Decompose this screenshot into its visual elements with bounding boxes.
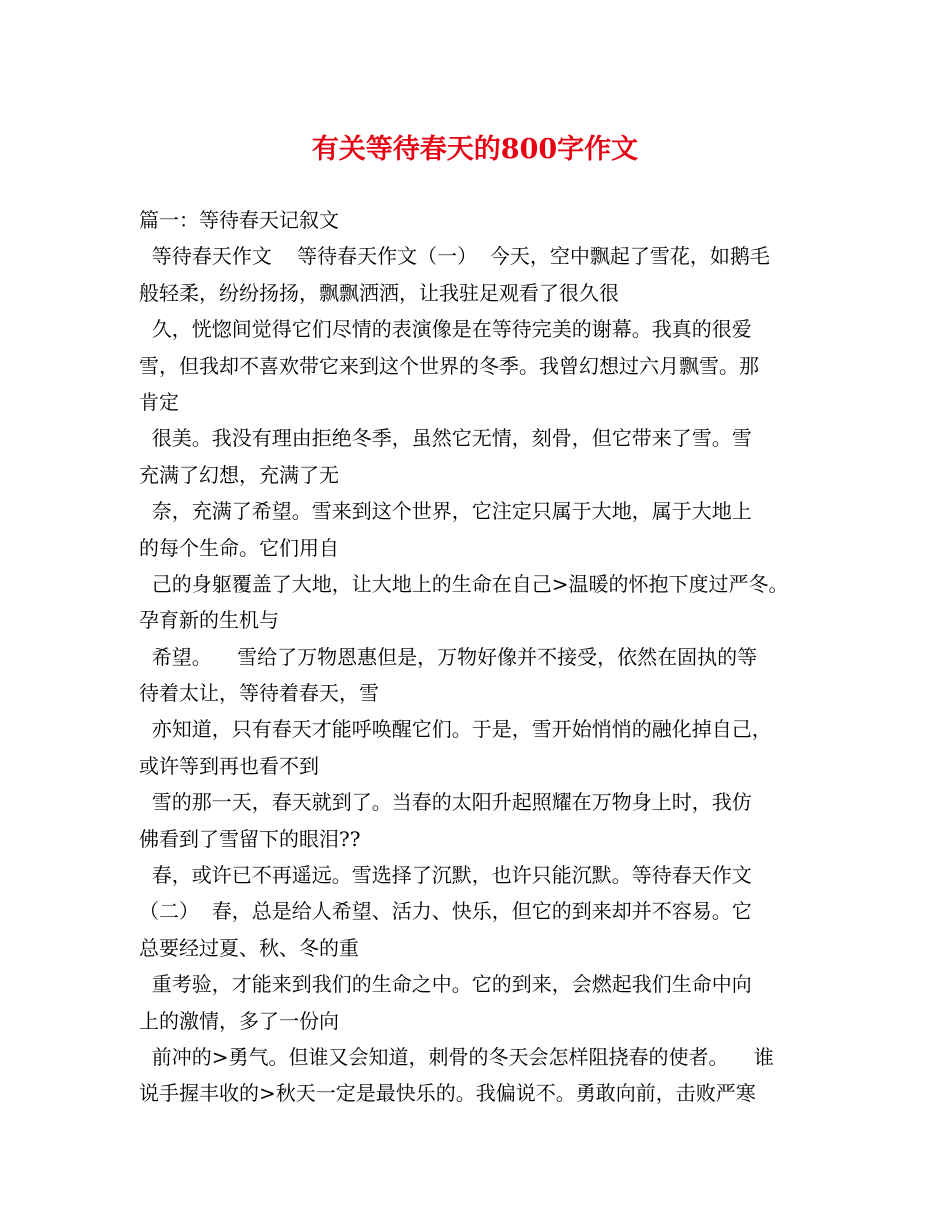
body-line: 孕育新的生机与 (139, 608, 279, 633)
body-line: 希望。 雪给了万物恩惠但是，万物好像并不接受，依然在固执的等 (139, 644, 758, 669)
body-line: （二） 春，总是给人希望、活力、快乐，但它的到来却并不容易。它 (139, 899, 752, 924)
body-line: 的每个生命。它们用自 (139, 535, 339, 560)
body-line: 佛看到了雪留下的眼泪?? (139, 826, 361, 851)
body-line: 雪，但我却不喜欢带它来到这个世界的冬季。我曾幻想过六月飘雪。那 (139, 353, 759, 378)
body-line: 篇一：等待春天记叙文 (139, 208, 339, 232)
body-line: 总要经过夏、秋、冬的重 (139, 935, 359, 960)
body-line: 重考验，才能来到我们的生命之中。它的到来，会燃起我们生命中向 (139, 972, 752, 997)
body-line: 雪的那一天，春天就到了。当春的太阳升起照耀在万物身上时，我仿 (139, 790, 752, 815)
body-line: 充满了幻想，充满了无 (139, 462, 339, 487)
body-line: 等待春天作文 等待春天作文（一） 今天，空中飘起了雪花，如鹅毛 (139, 244, 770, 269)
body-line: 肯定 (139, 389, 179, 414)
body-line: 待着太让，等待着春天，雪 (139, 681, 379, 706)
body-line: 说手握丰收的>秋天一定是最快乐的。我偏说不。勇敢向前，击败严寒 (139, 1081, 756, 1106)
body-line: 春，或许已不再遥远。雪选择了沉默，也许只能沉默。等待春天作文 (139, 863, 752, 888)
document-body (139, 202, 829, 1112)
body-line: 奈，充满了希望。雪来到这个世界，它注定只属于大地，属于大地上 (139, 499, 752, 524)
body-line: 般轻柔，纷纷扬扬，飘飘洒洒，让我驻足观看了很久很 (139, 280, 619, 305)
body-line: 己的身躯覆盖了大地，让大地上的生命在自己>温暖的怀抱下度过严冬。 (139, 571, 789, 596)
document-title: 有关等待春天的800字作文 (311, 134, 639, 165)
body-line: 久，恍惚间觉得它们尽情的表演像是在等待完美的谢幕。我真的很爱 (139, 317, 752, 342)
body-line: 上的激情，多了一份向 (139, 1008, 339, 1033)
body-line: 很美。我没有理由拒绝冬季，虽然它无情，刻骨，但它带来了雪。雪 (139, 426, 752, 451)
body-line: 前冲的>勇气。但谁又会知道，刺骨的冬天会怎样阻挠春的使者。 谁 (139, 1044, 774, 1069)
body-line: 亦知道，只有春天才能呼唤醒它们。于是，雪开始悄悄的融化掉自己， (139, 717, 772, 742)
body-line: 或许等到再也看不到 (139, 753, 319, 778)
